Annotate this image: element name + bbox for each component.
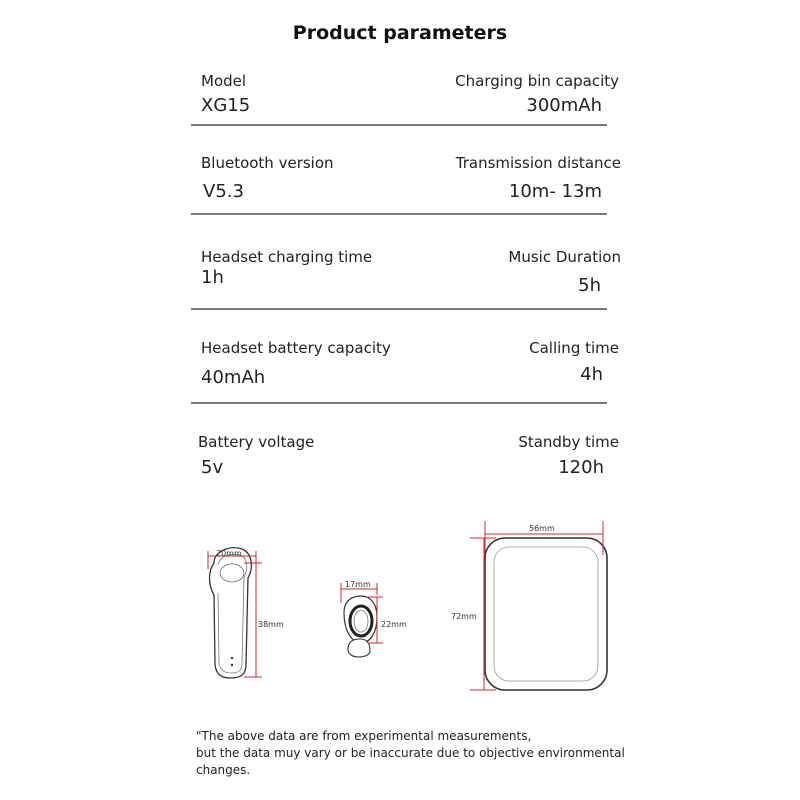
param-value: 10m- 13m (508, 181, 602, 202)
disclaimer-line: "The above data are from experimental measurements, (196, 729, 532, 743)
dimension-label: 38mm (258, 620, 284, 629)
dimension-label: 17mm (345, 580, 371, 589)
earbud-mic-dot (231, 664, 233, 666)
eartip-diagram (341, 580, 407, 657)
disclaimer-line: but the data muy vary or be inaccurate due to objective environmental (196, 746, 625, 760)
param-label: Transmission distance (455, 154, 621, 172)
earbud-mic-dot (231, 657, 233, 659)
param-row-charging-time (0, 247, 800, 337)
param-value: 4h (580, 364, 603, 385)
dimension-label: 56mm (529, 524, 555, 533)
eartip-nozzle (348, 639, 370, 657)
eartip-lens (350, 606, 372, 636)
param-row-voltage (0, 432, 800, 522)
dimension-diagrams (0, 515, 800, 705)
param-value: 5h (578, 275, 601, 296)
row-divider (191, 124, 607, 126)
param-value: 300mAh (526, 95, 602, 116)
dimension-label: 20mm (216, 549, 242, 558)
page-title: Product parameters (292, 22, 508, 44)
param-value: 120h (558, 457, 604, 478)
dimension-label: 22mm (381, 620, 407, 629)
param-row-bluetooth (0, 153, 800, 243)
param-label: Calling time (529, 339, 619, 357)
row-divider (191, 213, 607, 215)
param-label: Headset battery capacity (201, 339, 391, 357)
param-label: Charging bin capacity (455, 72, 619, 90)
disclaimer-note (196, 728, 636, 779)
row-divider (191, 308, 607, 310)
param-label: Battery voltage (198, 433, 315, 451)
earbud-outline (210, 548, 252, 678)
param-value: 5v (201, 457, 224, 478)
disclaimer-line: changes. (196, 763, 251, 777)
dimension-label: 72mm (451, 612, 477, 621)
param-value: 1h (201, 267, 224, 288)
param-label: Standby time (518, 433, 619, 451)
case-diagram (451, 521, 607, 690)
param-label: Headset charging time (201, 248, 373, 266)
param-value: V5.3 (203, 181, 244, 202)
case-outline (485, 538, 607, 690)
param-value: XG15 (201, 95, 251, 116)
param-value: 40mAh (201, 367, 266, 388)
earbud-diagram (208, 548, 284, 678)
param-label: Music Duration (508, 248, 621, 266)
param-label: Model (201, 72, 247, 90)
param-label: Bluetooth version (201, 154, 334, 172)
row-divider (191, 402, 607, 404)
param-row-model (0, 70, 800, 160)
param-row-battery-capacity (0, 338, 800, 428)
